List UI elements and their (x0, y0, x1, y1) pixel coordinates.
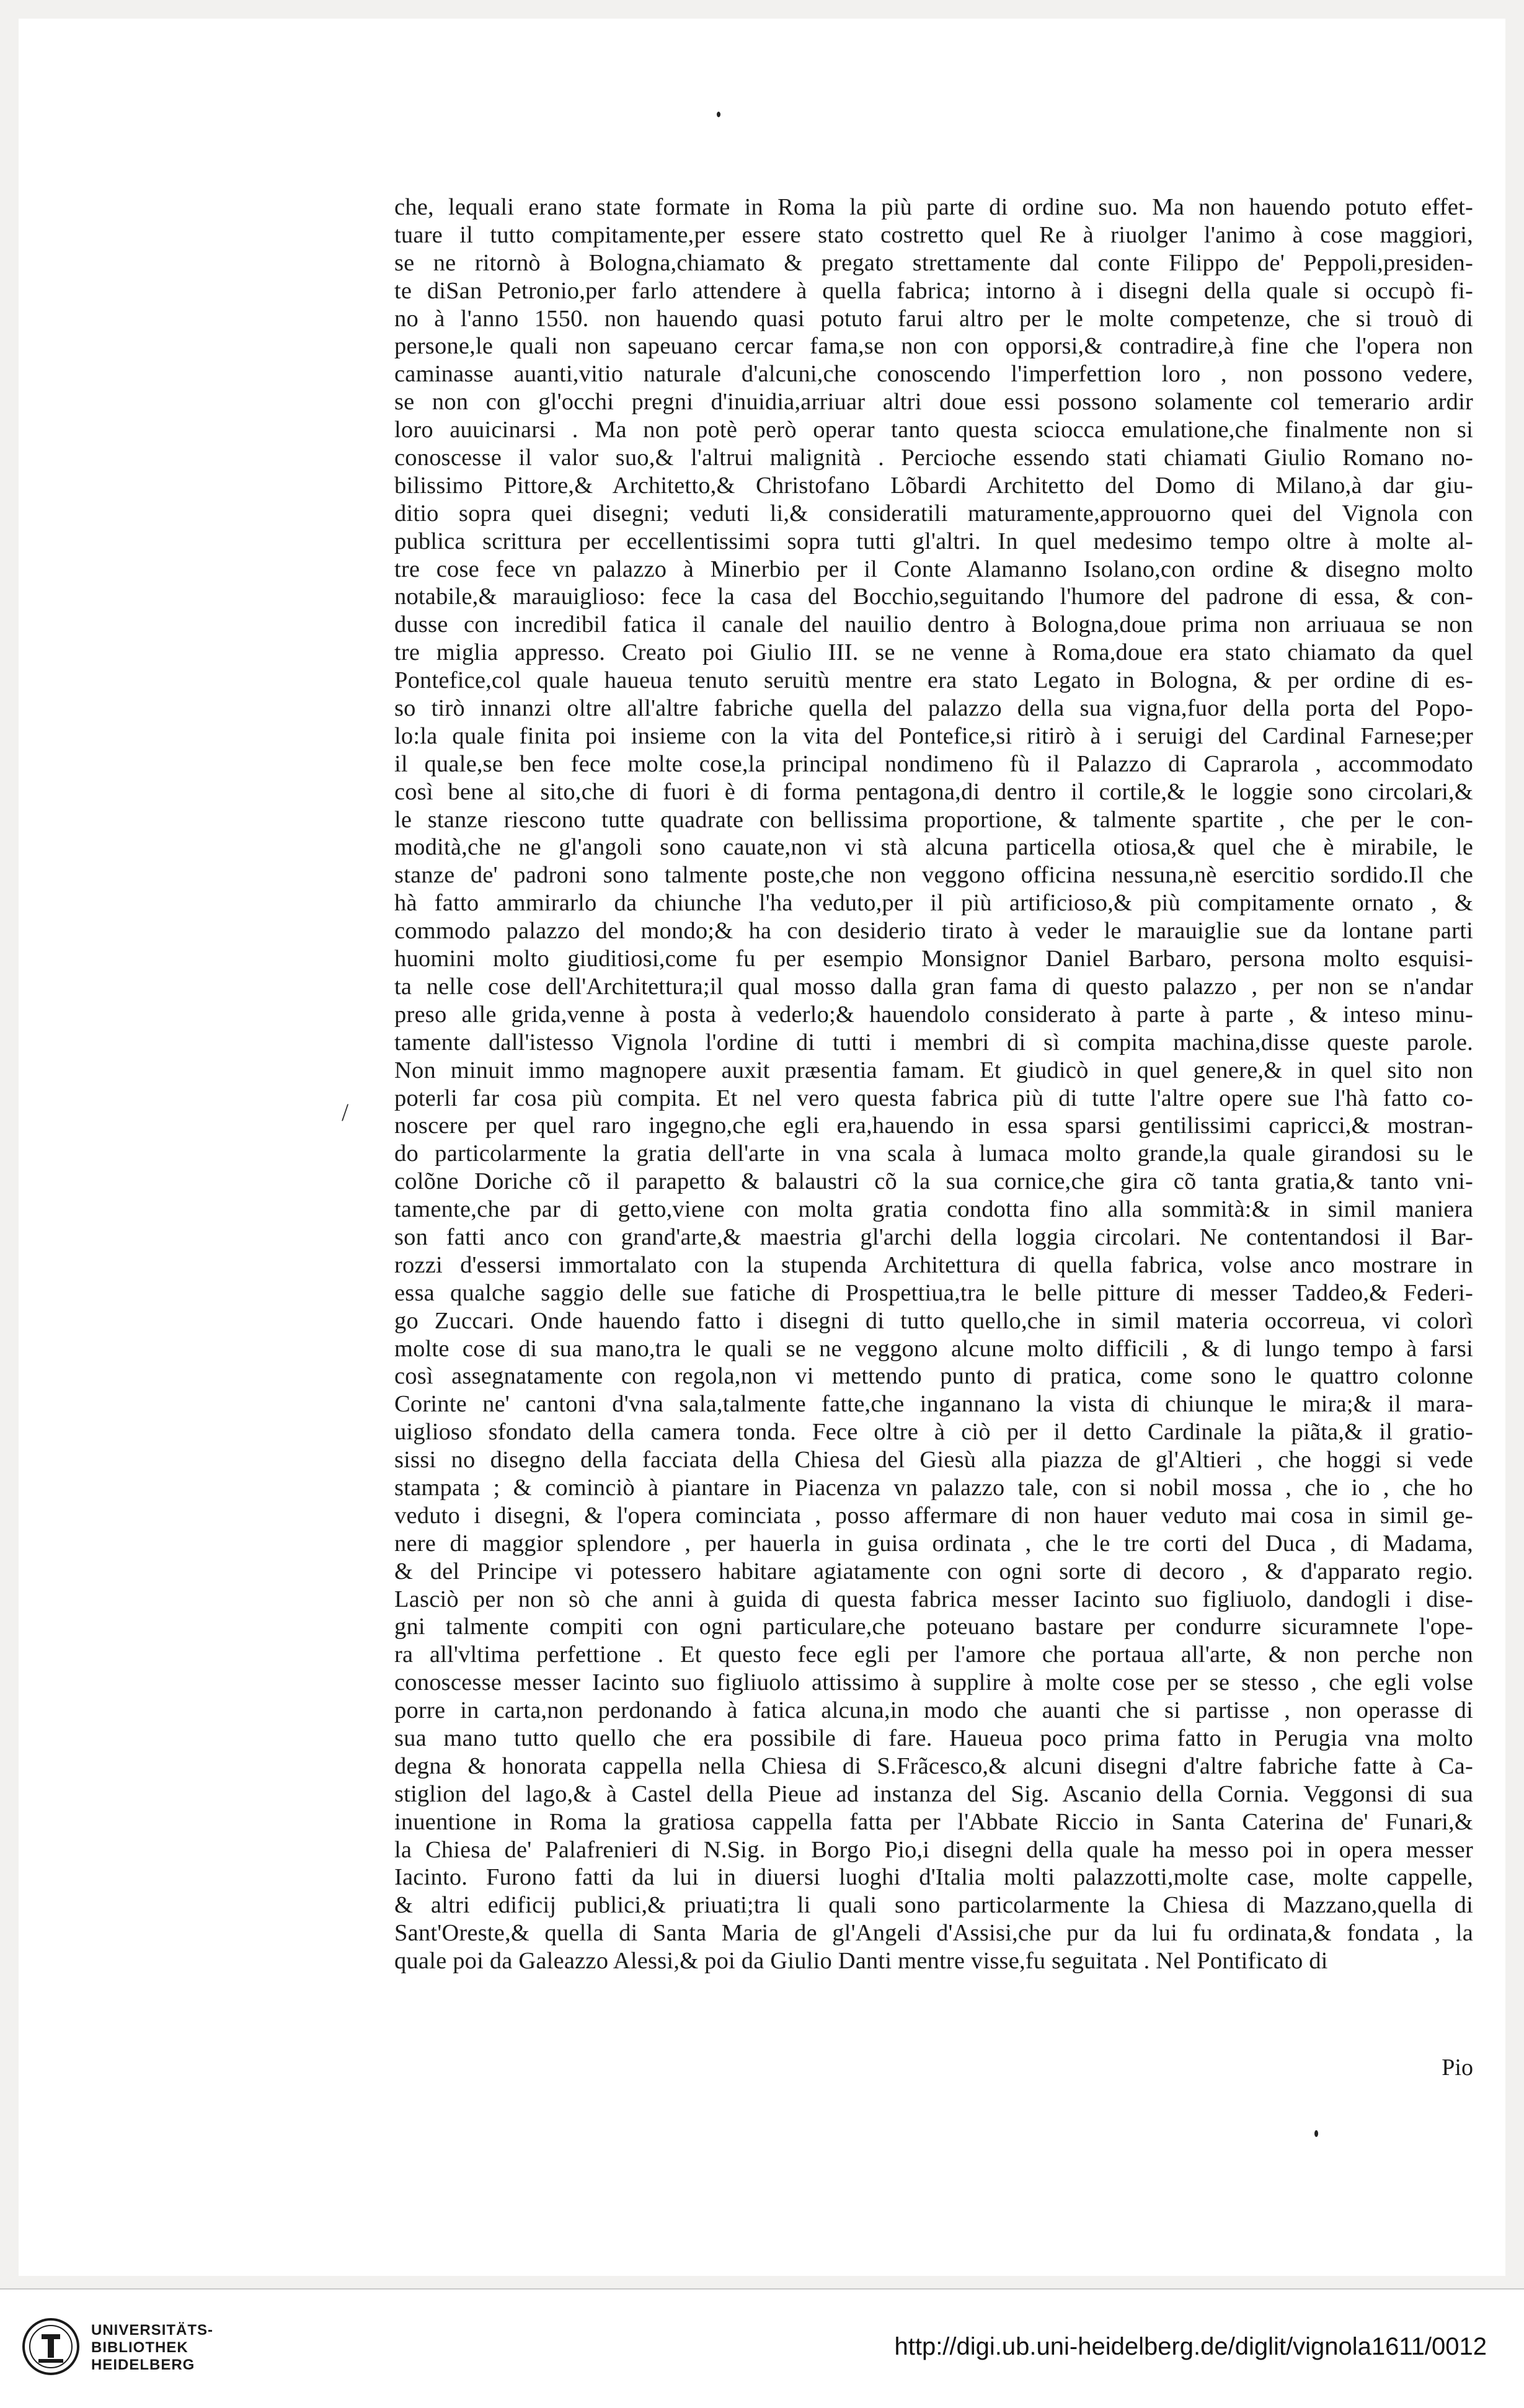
text-line: stanze de' padroni sono talmente poste,che non veggono officina nessuna,nè esercitio sordido.Il che (394, 862, 1473, 889)
text-line: gni talmente compiti con ogni particulare,che poteuano bastare per condurre sicuramnete l'ope- (394, 1614, 1473, 1640)
text-line: veduto i disegni, & l'opera cominciata , posso affermare di non hauer veduto mai cosa in simil ge- (394, 1502, 1473, 1529)
text-line: lo:la quale finita poi insieme con la vita del Pontefice,si ritirò à i seruigi del Cardinal Farnese;per (394, 722, 1473, 749)
text-line: ta nelle cose dell'Architettura;il qual mosso dalla gran fama di questo palazzo , per non se n'andar (394, 973, 1473, 1000)
source-url[interactable]: http://digi.ub.uni-heidelberg.de/diglit/vignola1611/0012 (894, 2333, 1487, 2360)
text-line: Corinte ne' cantoni d'vna sala,talmente fatte,che ingannano la vista di chiunque le mira;& il mara- (394, 1391, 1473, 1418)
text-line: persone,le quali non sapeuano cercar fama,se non con opporsi,& contradire,à fine che l'opera non (394, 333, 1473, 360)
library-logo[interactable] (20, 2309, 243, 2384)
text-line: caminasse auanti,vitio naturale d'alcuni,che conoscendo l'imperfettion loro , non possono vedere, (394, 361, 1473, 388)
text-line: così bene al sito,che di fuori è di forma pentagona,di dentro il cortile,& le loggie sono circolari,& (394, 778, 1473, 805)
text-line: rozzi d'essersi immortalato con la stupenda Architettura di quella fabrica, volse anco mostrare in (394, 1251, 1473, 1278)
text-line: tuare il tutto compitamente,per essere stato costretto quel Re à riuolger l'animo à cose maggiori, (394, 221, 1473, 248)
logo-line-3: HEIDELBERG (91, 2357, 195, 2373)
text-line: Iacinto. Furono fatti da lui in diuersi luoghi d'Italia molti palazzotti,molte case, molte cappelle, (394, 1864, 1473, 1891)
text-line: conoscesse messer Iacinto suo figliuolo attissimo à supplire à molte cose per se stesso , che egli volse (394, 1669, 1473, 1696)
text-line: porre in carta,non perdonando à fatica alcuna,in modo che auanti che si partisse , non operasse di (394, 1697, 1473, 1724)
text-line: loro auuicinarsi . Ma non potè però operar tanto questa sciocca emulatione,che finalmente non si (394, 417, 1473, 443)
text-line: tamente dall'istesso Vignola l'ordine di tutti i membri di sì compita machina,disse queste parole. (394, 1029, 1473, 1055)
university-seal-icon (20, 2316, 82, 2378)
text-line: publica scrittura per eccellentissimi sopra tutti gl'altri. In quel medesimo tempo oltre à molte al- (394, 528, 1473, 554)
ink-speck (1314, 2130, 1318, 2137)
text-line: so tirò innanzi oltre all'altre fabriche quella del palazzo della sua vigna,fuor della porta del Popo- (394, 695, 1473, 722)
text-line: Pontefice,col quale haueua tenuto seruitù mentre era stato Legato in Bologna, & per ordine di es- (394, 667, 1473, 694)
text-line: Non minuit immo magnopere auxit præsentia famam. Et giudicò in quel genere,& in quel sito non (394, 1057, 1473, 1083)
text-line: no à l'anno 1550. non hauendo quasi potuto farui altro per le molte competenze, che si trouò di (394, 305, 1473, 332)
text-line: nere di maggior splendore , per hauerla in guisa ordinata , che le tre corti del Duca , di Madama, (394, 1530, 1473, 1557)
margin-mark: / (342, 1098, 349, 1126)
footer-bar (0, 2288, 1524, 2408)
text-line: tamente,che par di getto,viene con molta gratia condotta fino alla sommità:& in simil maniera (394, 1196, 1473, 1223)
text-line: stiglion del lago,& à Castel della Pieue ad instanza del Sig. Ascanio della Cornia. Veggonsi di sua (394, 1780, 1473, 1807)
text-line: il quale,se ben fece molte cose,la principal nondimeno fù il Palazzo di Caprarola , accommodato (394, 750, 1473, 777)
text-line: stampata ; & cominciò à piantare in Piacenza vn palazzo tale, con si nobil mossa , che io , che ho (394, 1474, 1473, 1501)
text-line: che, lequali erano state formate in Roma la più parte di ordine suo. Ma non hauendo potuto effet- (394, 194, 1473, 220)
text-line: noscere per quel raro ingegno,che egli era,hauendo in essa sparsi gentilissimi capricci,& mostran- (394, 1113, 1473, 1139)
text-line: se ne ritornò à Bologna,chiamato & pregato strettamente dal conte Filippo de' Peppoli,presiden- (394, 249, 1473, 276)
text-line: quale poi da Galeazzo Alessi,& poi da Giulio Danti mentre visse,fu seguitata . Nel Pontificato di (394, 1948, 1328, 1975)
text-line: degna & honorata cappella nella Chiesa di S.Frãcesco,& alcuni disegni d'altre fabriche fatte à Ca- (394, 1753, 1473, 1779)
text-line: go Zuccari. Onde hauendo fatto i disegni di tutto quello,che in simil materia occorreua, vi colorì (394, 1307, 1473, 1334)
text-line: essa qualche saggio delle sue fatiche di Prospettiua,tra le belle pitture di messer Taddeo,& Federi- (394, 1279, 1473, 1306)
body-text (394, 193, 1473, 1975)
text-line: commodo palazzo del mondo;& ha con desiderio tirato à veder le marauiglie sue da lontane parti (394, 918, 1473, 944)
logo-line-1: UNIVERSITÄTS- (91, 2322, 214, 2339)
text-line: sua mano tutto quello che era possibile di fare. Haueua poco prima fatto in Perugia vna molto (394, 1725, 1473, 1751)
text-line: & del Principe vi potessero habitare agiatamente con ogni sorte di decoro , & d'apparato regio. (394, 1558, 1473, 1584)
text-line: modità,che ne gl'angoli sono cauate,non vi stà alcuna particella otiosa,& quel che è mirabile, le (394, 834, 1473, 861)
text-line: tre cose fece vn palazzo à Minerbio per il Conte Alamanno Isolano,con ordine & disegno molto (394, 556, 1473, 582)
text-line: colõne Doriche cõ il parapetto & balaustri cõ la sua cornice,che gira cõ tanta gratia,& tanto vni- (394, 1168, 1473, 1195)
text-line: notabile,& marauiglioso: fece la casa del Bocchio,seguitando l'humore del padrone di essa, & con- (394, 584, 1473, 610)
text-line: così assegnatamente con regola,non vi mettendo punto di pratica, come sono le quattro colonne (394, 1363, 1473, 1390)
text-line: & altri edificij publici,& priuati;tra li quali sono particolarmente la Chiesa di Mazzano,quella di (394, 1892, 1473, 1919)
text-line: ra all'vltima perfettione . Et questo fece egli per l'amore che portaua all'arte, & non perche non (394, 1642, 1473, 1668)
text-line: hà fatto ammirarlo da chiunche l'ha veduto,per il più artificioso,& più compitamente ornato , & (394, 890, 1473, 917)
library-name (91, 2322, 213, 2374)
text-line: tre miglia appresso. Creato poi Giulio III. se ne venne à Roma,doue era stato chiamato da quel (394, 639, 1473, 666)
text-line: sissi no disegno della facciata della Chiesa del Giesù alla piazza de gl'Altieri , che hoggi si vede (394, 1447, 1473, 1473)
text-line: inuentione in Roma la gratiosa cappella fatta per l'Abbate Riccio in Santa Caterina de' Funari,& (394, 1808, 1473, 1835)
text-line: te diSan Petronio,per farlo attendere à quella fabrica; intorno à i disegni della quale si occupò fi- (394, 277, 1473, 304)
text-line: dusse con incredibil fatica il canale del nauilio dentro à Bologna,doue prima non arriuaua se non (394, 611, 1473, 638)
text-line: uiglioso sfondato della camera tonda. Fece oltre à ciò per il detto Cardinale la piãta,& il gratio- (394, 1419, 1473, 1446)
text-line: poterli far cosa più compita. Et nel vero questa fabrica più di tutte l'altre opere sue l'hà fatto co- (394, 1085, 1473, 1111)
logo-line-2: BIBLIOTHEK (91, 2339, 188, 2356)
text-line: la Chiesa de' Palafrenieri di N.Sig. in Borgo Pio,i disegni della quale ha messo poi in opera messer (394, 1836, 1473, 1863)
text-line: son fatti anco con grand'arte,& maestria gl'archi della loggia circolari. Ne contentandosi il Bar- (394, 1224, 1473, 1250)
ink-speck (717, 112, 720, 117)
text-line: le stanze riescono tutte quadrate con bellissima proportione, & talmente spartite , che per le con- (394, 806, 1473, 833)
text-line: Sant'Oreste,& quella di Santa Maria de gl'Angeli d'Assisi,che pur da lui fu ordinata,& fondata , la (394, 1920, 1473, 1947)
text-line: molte cose di sua mano,tra le quali se ne veggono alcune molto difficili , & di lungo tempo à farsi (394, 1335, 1473, 1362)
text-line: Lasciò per non sò che anni à guida di questa fabrica messer Iacinto suo figliuolo, dandogli i dise- (394, 1586, 1473, 1612)
text-line: do particolarmente la gratia dell'arte in vna scala à lumaca molto grande,la quale girandosi su le (394, 1140, 1473, 1167)
text-line: se non con gl'occhi pregni d'inuidia,arriuar altri doue essi possono solamente col temerario ardir (394, 389, 1473, 415)
text-line: huomini molto giuditiosi,come fu per esempio Monsignor Daniel Barbaro, persona molto esquisi- (394, 946, 1473, 972)
text-line: bilissimo Pittore,& Architetto,& Christofano Lõbardi Architetto del Domo di Milano,à dar giu- (394, 472, 1473, 499)
catchword: Pio (1442, 2055, 1473, 2081)
text-line: conoscesse il valor suo,& l'altrui malignità . Percioche essendo stati chiamati Giulio Romano no- (394, 445, 1473, 471)
text-line: preso alle grida,venne à posta à vederlo;& hauendolo considerato à parte à parte , & inteso minu- (394, 1001, 1473, 1028)
text-line: ditio sopra quei disegni; veduti li,& consideratili maturamente,approuorno quei del Vignola con (394, 500, 1473, 526)
